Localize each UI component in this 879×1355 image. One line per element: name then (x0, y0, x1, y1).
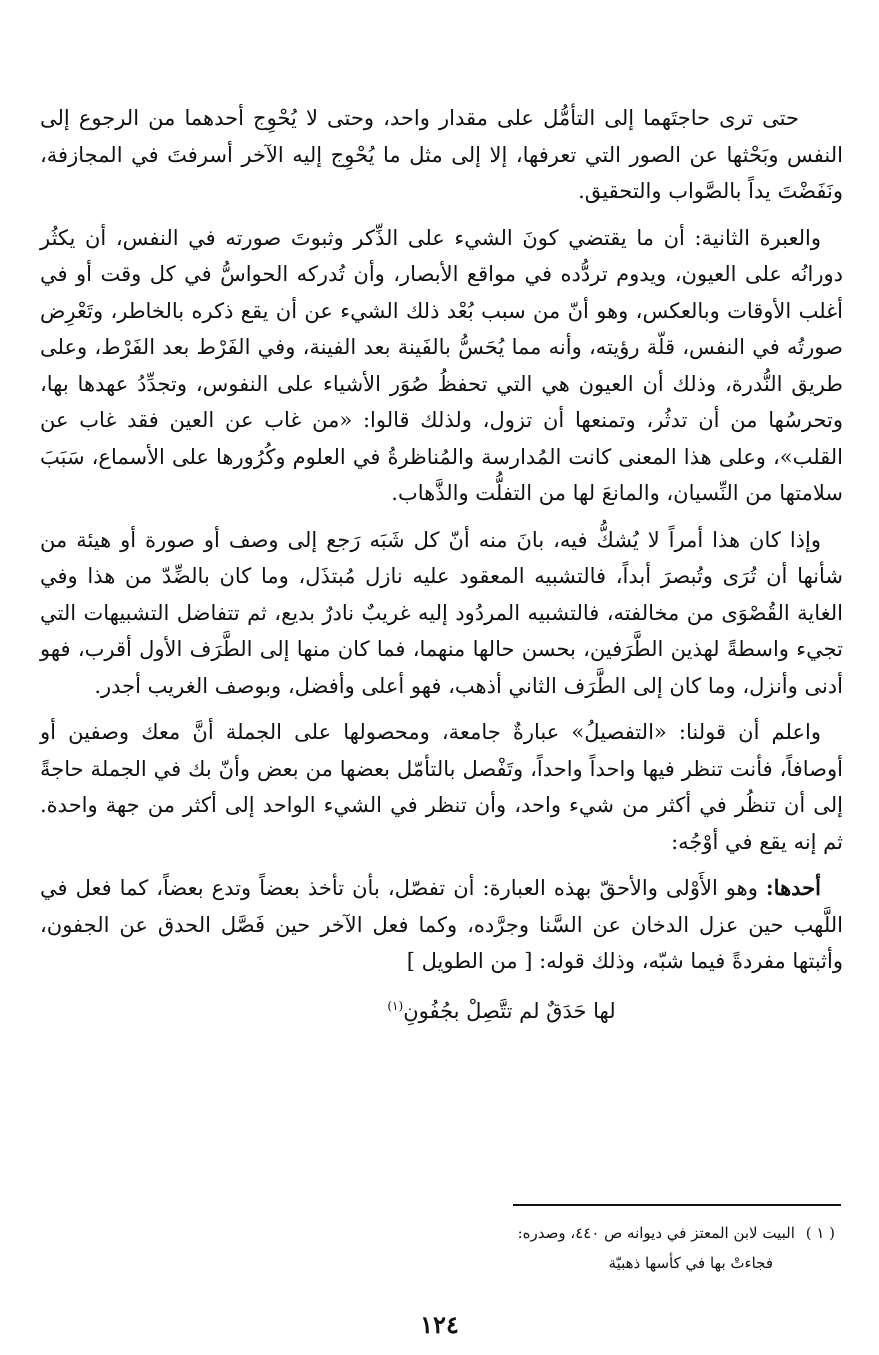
footnotes (40, 1218, 835, 1278)
paragraph-3: وإذا كان هذا أمراً لا يُشكُّ فيه، بانَ منه أنّ كل شَبَه رَجع إلى وصف أو صورة أو هيئة من شأنها أن تُرَى وتُبصرَ أبداً، فالتشبيه المعقود عليه نازل مُبتذَل، وما كان بالضِّدّ من هذا وفي الغاية القُصْوَى من مخالفته، فالتشبيه المردُود إليه غريبٌ نادرٌ بديع، ثم تتفاضل التشبيهات التي تجيء واسطةً لهذين الطَّرَفين، بحسن حالها منهما، فما كان منها إلى الطَّرَف الأول أقرب، فهو أدنى وأنزل، وما كان إلى الطَّرَف الثاني أذهب، فهو أعلى وأفضل، وبوصف الغريب أجدر. (40, 527, 843, 698)
verse-text: لها حَدَقٌ لم تتَّصِلْ بجُفُونِ (403, 998, 616, 1023)
footnote-divider (513, 1204, 841, 1206)
footnote-verse: فجاءتْ بها في كأسها ذهبيّة (608, 1254, 773, 1272)
verse-line (40, 986, 843, 1031)
paragraph-5-text: وهو الأَوْلى والأحقّ بهذه العبارة: أن تفصّل، بأن تأخذ بعضاً وتدع بعضاً، كما فعل في اللَّهب حين عزل الدخان عن السَّنا وجرَّده، وكما فعل الآخر حين فَصَّل الحدق عن الجفون، وأثبتها مفردةً فيما شبّه، وذلك قوله: [ من الطويل ] (40, 876, 843, 973)
paragraph-5-lead: أحدها: (765, 875, 821, 900)
paragraph-5 (40, 870, 843, 980)
footnote-number: ( ١ ) (805, 1224, 835, 1242)
footnote-marker: (١) (387, 998, 404, 1013)
paragraph-1: حتى ترى حاجتَهما إلى التأمُّل على مقدار واحد، وحتى لا يُحْوِج أحدهما من الرجوع إلى النفس وبَحْثها عن الصور التي تعرفها، إلا إلى مثل ما يُحْوِج إليه الآخر أسرفتَ في المجازفة، ونَفَضْتَ يداً بالصَّواب والتحقيق. (40, 106, 843, 203)
body-text (40, 100, 843, 1031)
footnote-1 (40, 1218, 835, 1248)
footnote-text: البيت لابن المعتز في ديوانه ص ٤٤٠، وصدره: (517, 1224, 795, 1242)
paragraph-2: والعبرة الثانية: أن ما يقتضي كونَ الشيء على الذِّكر وثبوتَ صورته في النفس، أن يكثُر دورانُه على العيون، ويدوم تردُّده في مواقع الأبصار، وأن تُدركه الحواسُّ في كل وقت أو في أغلب الأوقات وبالعكس، وهو أنّ من سبب بُعْد ذلك الشيء عن أن يقع ذكره بالخاطر، وتَعْرِض صورتُه في النفس، قلّة رؤيته، وأنه مما يُحَسُّ بالفَينة بعد الفينة، وفي الفَرْط بعد الفَرْط، وعلى طريق النُّدرة، وذلك أن العيون هي التي تحفظُ صُوَر الأشياء على النفوس، وتجدِّدُ عهدها بها، وتحرسُها من أن تدثُر، وتمنعها أن تزول، ولذلك قالوا: «من غاب عن العين فقد غاب عن القلب»، وعلى هذا المعنى كانت المُدارسة والمُناظرةُ في العلوم وكُرُورها على الأسماع، سَبَبَ سلامتها من النِّسيان، والمانعَ لها من التفلُّت والذَّهاب. (40, 225, 843, 505)
page-number: ١٢٤ (420, 1310, 459, 1339)
paragraph-4: واعلم أن قولنا: «التفصيلُ» عبارةٌ جامعة، ومحصولها على الجملة أنَّ معك وصفين أو أوصافاً، فأنت تنظر فيها واحداً واحداً، وتَفْصل بالتأمّل بعضها من بعض وأنّ بك في الجملة حاجةً إلى أن تنظُر في أكثر من شيء واحد، وأن تنظر في الشيء الواحد إلى أكثر من جهة واحدة. ثم إنه يقع في أوْجُه: (40, 720, 843, 854)
